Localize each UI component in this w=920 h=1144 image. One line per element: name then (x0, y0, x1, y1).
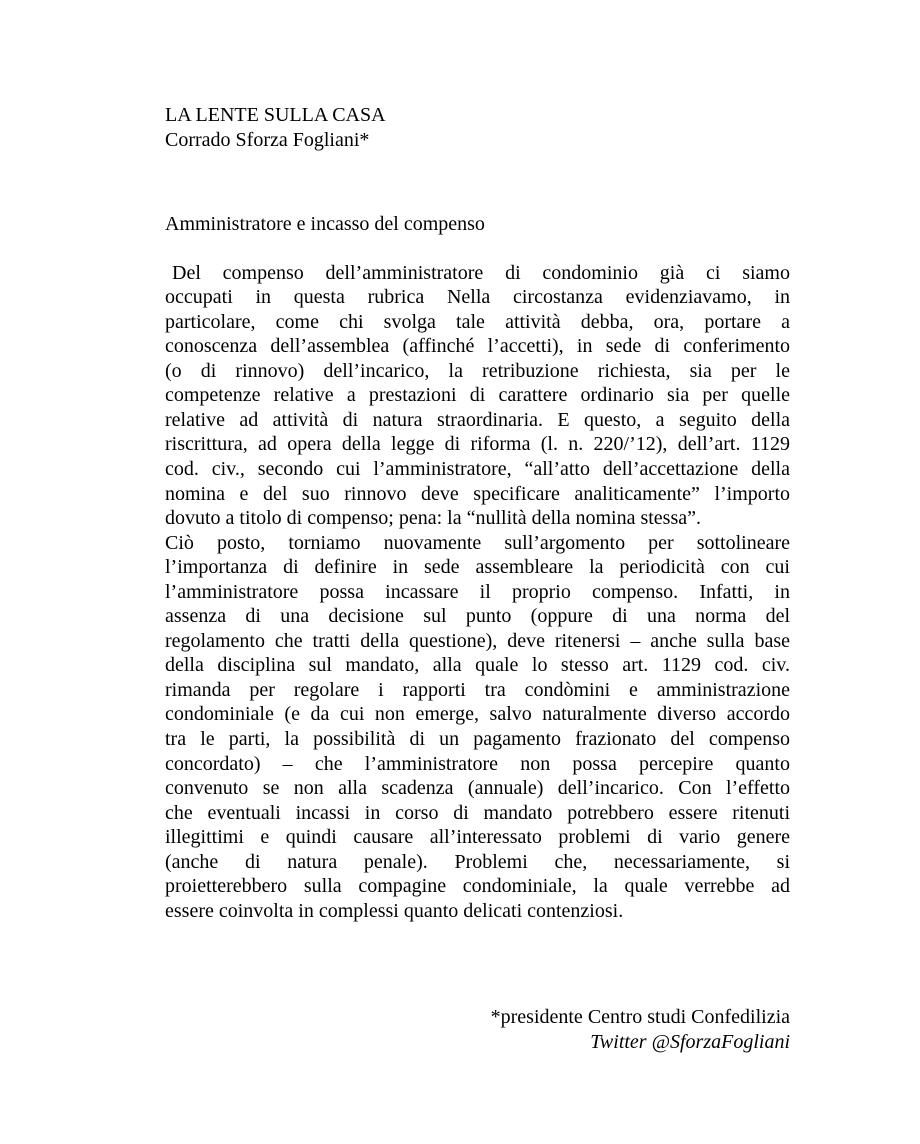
text-line: conoscenza dell’assemblea (affinché l’accetti), in sede di conferimento (165, 335, 790, 358)
text-line: cod. civ., secondo cui l’amministratore, “all’atto dell’accettazione della (165, 458, 790, 481)
text-line: tra le parti, la possibilità di un pagamento frazionato del compenso (165, 728, 790, 751)
text-line: Del compenso dell’amministratore di condominio già ci siamo (172, 261, 790, 284)
article-subtitle: Amministratore e incasso del compenso (165, 213, 485, 236)
document-title: LA LENTE SULLA CASA (165, 104, 386, 126)
paragraph-1 (165, 261, 790, 531)
text-line: essere coinvolta in complessi quanto delicati contenziosi. (165, 899, 624, 922)
text-line: l’importanza di definire in sede assembleare la periodicità con cui (165, 556, 790, 579)
text-line: (anche di natura penale). Problemi che, necessariamente, si (165, 850, 790, 873)
text-line: competenze relative a prestazioni di carattere ordinario sia per quelle (165, 384, 790, 407)
text-line: condominiale (e da cui non emerge, salvo naturalmente diverso accordo (165, 703, 790, 726)
text-line: proietterebbero sulla compagine condominiale, la quale verrebbe ad (165, 875, 790, 898)
text-line: (o di rinnovo) dell’incarico, la retribuzione richiesta, sia per le (165, 359, 790, 382)
text-line: che eventuali incassi in corso di mandato potrebbero essere ritenuti (165, 801, 790, 824)
text-line: dovuto a titolo di compenso; pena: la “nullità della nomina stessa”. (165, 507, 701, 530)
text-line: particolare, come chi svolga tale attività debba, ora, portare a (165, 310, 790, 333)
article-body (165, 261, 790, 924)
text-line: riscrittura, ad opera della legge di riforma (l. n. 220/’12), dell’art. 1129 (165, 433, 790, 456)
text-line: relative ad attività di natura straordinaria. E questo, a seguito della (165, 408, 790, 431)
text-line: illegittimi e quindi causare all’interessato problemi di vario genere (165, 826, 790, 849)
footer-twitter-handle: Twitter @SforzaFogliani (590, 1030, 790, 1053)
text-line: nomina e del suo rinnovo deve specificare analiticamente” l’importo (165, 482, 790, 505)
text-line: convenuto se non alla scadenza (annuale) dell’incarico. Con l’effetto (165, 777, 790, 800)
text-line: rimanda per regolare i rapporti tra condòmini e amministrazione (165, 678, 790, 701)
paragraph-2 (165, 531, 790, 924)
text-line: occupati in questa rubrica Nella circostanza evidenziavamo, in (165, 286, 790, 309)
text-line: regolamento che tratti della questione), deve ritenersi – anche sulla base (165, 629, 790, 652)
text-line: concordato) – che l’amministratore non possa percepire quanto (165, 752, 790, 775)
text-line: Ciò posto, torniamo nuovamente sull’argomento per sottolineare (165, 531, 790, 554)
article-footer (165, 1005, 790, 1054)
document-author: Corrado Sforza Fogliani* (165, 128, 370, 151)
text-line: della disciplina sul mandato, alla quale lo stesso art. 1129 cod. civ. (165, 654, 790, 677)
footer-credit: *presidente Centro studi Confedilizia (490, 1006, 790, 1029)
text-line: l’amministratore possa incassare il proprio compenso. Infatti, in (165, 580, 790, 603)
text-line: assenza di una decisione sul punto (oppure di una norma del (165, 605, 790, 628)
